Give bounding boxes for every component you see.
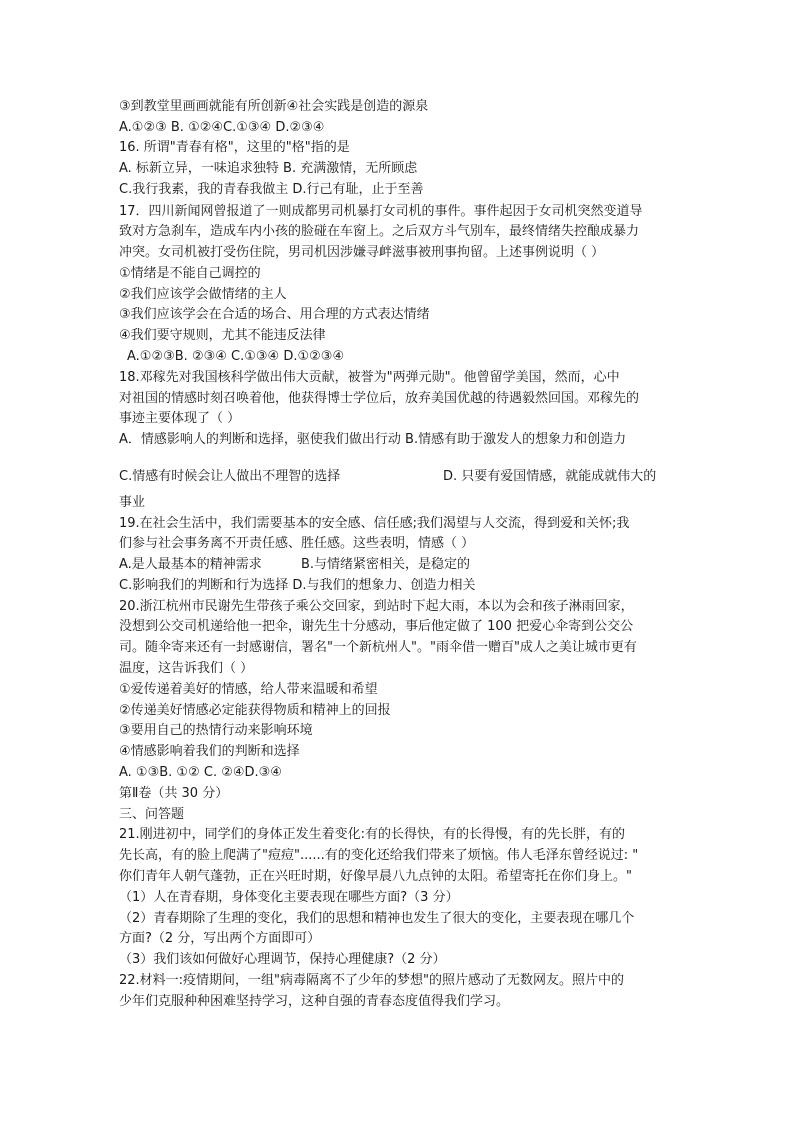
q18-stem-line-2: 对祖国的情感时刻召唤着他，他获得博士学位后，放弃美国优越的待遇毅然回国。邓稼先的 <box>119 391 640 406</box>
q17-stem-line-1: 17．四川新闻网曾报道了一则成都男司机暴打女司机的事件。事件起因于女司机突然变道导 <box>119 204 643 219</box>
q17-stem-line-3: 冲突。女司机被打受伤住院，男司机因涉嫌寻衅滋事被刑事拘留。上述事例说明（ ） <box>119 245 605 260</box>
q19-option-a: A.是人最基本的精神需求 <box>119 557 262 572</box>
q20-stem-line-2: 没想到公交司机递给他一把伞，谢先生十分感动，事后他定做了 100 把爱心伞寄到公交公 <box>119 619 634 634</box>
q19-options-cd: C.影响我们的判断和行为选择 D.与我们的想象力、创造力相关 <box>119 578 476 593</box>
q20-statement-2: ②传递美好情感必定能获得物质和精神上的回报 <box>119 703 391 718</box>
q18-stem-line-3: 事迹主要体现了（ ） <box>119 411 241 426</box>
q17-stem-line-2: 致对方急刹车，造成车内小孩的脸碰在车窗上。之后双方斗气别车，最终情绪失控酿成暴力 <box>119 224 640 239</box>
q17-statement-1: ①情绪是不能自己调控的 <box>119 266 261 281</box>
q19-stem-line-2: 们参与社会事务离不开责任感、胜任感。这些表明，情感（ ） <box>119 536 475 551</box>
q17-statement-3: ③我们应该学会在合适的场合、用合理的方式表达情绪 <box>119 307 430 322</box>
q19-stem-line-1: 19.在社会生活中，我们需要基本的安全感、信任感;我们渴望与人交流，得到爱和关怀;我 <box>119 516 630 531</box>
q17-statement-2: ②我们应该学会做情绪的主人 <box>119 287 287 302</box>
q21-stem-line-3: 你们青年人朝气蓬勃，正在兴旺时期，好像早晨八九点钟的太阳。希望寄托在你们身上。" <box>119 869 632 884</box>
q21-subquestion-1: （1）人在青春期，身体变化主要表现在哪些方面?（3 分） <box>119 890 459 905</box>
q17-answer-choices: A.①②③B. ②③④ C.①③④ D.①②③④ <box>127 349 345 364</box>
q18-options-ab: A．情感影响人的判断和选择，驱使我们做出行动 B.情感有助于激发人的想象力和创造力 <box>119 432 627 447</box>
q20-statement-1: ①爱传递着美好的情感，给人带来温暖和希望 <box>119 682 378 697</box>
q17-statement-4: ④我们要守规则，尤其不能违反法律 <box>119 328 326 343</box>
q21-stem-line-2: 先长高，有的脸上爬满了"痘痘"......有的变化还给我们带来了烦恼。伟人毛泽东曾经说过: " <box>119 848 639 863</box>
q15-option-3-4: ③到教堂里画画就能有所创新④社会实践是创造的源泉 <box>119 99 429 114</box>
q19-option-b: B.与情绪紧密相关，是稳定的 <box>301 557 471 572</box>
q21-subquestion-3: （3）我们该如何做好心理调节，保持心理健康?（2 分） <box>119 952 446 967</box>
q22-material-line-1: 22.材料一:疫情期间，一组"病毒隔离不了少年的梦想"的照片感动了无数网友。照片中的 <box>119 973 625 988</box>
q16-options-cd: C.我行我素，我的青春我做主 D.行己有耻，止于至善 <box>119 182 424 197</box>
q18-option-c: C.情感有时候会让人做出不理智的选择 <box>119 469 341 484</box>
q16-options-ab: A. 标新立异，一味追求独特 B. 充满激情，无所顾虑 <box>119 161 418 176</box>
q21-subquestion-2: （2）青春期除了生理的变化，我们的思想和精神也发生了很大的变化，主要表现在哪几个 <box>119 911 635 926</box>
q18-option-d: D. 只要有爱国情感，就能成就伟大的 <box>443 469 657 484</box>
q20-stem-line-4: 温度，这告诉我们（ ） <box>119 661 254 676</box>
q20-answer-choices: A. ①③B. ①② C. ②④D.③④ <box>119 765 282 780</box>
q21-stem-line-1: 21.刚进初中，同学们的身体正发生着变化:有的长得快，有的长得慢，有的先长胖，有的 <box>119 827 626 842</box>
q21-subquestion-2-cont: 方面?（2 分，写出两个方面即可） <box>119 931 321 946</box>
q22-material-line-2: 少年们克服种种困难坚持学习，这种自强的青春态度值得我们学习。 <box>119 994 510 1009</box>
q20-statement-3: ③要用自己的热情行动来影响环境 <box>119 723 313 738</box>
part-three-heading: 三、问答题 <box>119 807 185 822</box>
q16-stem: 16. 所谓"青春有格"，这里的"格"指的是 <box>119 140 350 155</box>
section-ii-heading: 第Ⅱ卷（共 30 分） <box>119 786 229 801</box>
q18-stem-line-1: 18.邓稼先对我国核科学做出伟大贡献，被誉为"两弹元勋"。他曾留学美国，然而，心中 <box>119 370 620 385</box>
q18-option-d-cont: 事业 <box>119 495 146 510</box>
q15-answer-choices: A.①②③ B. ①②④C.①③④ D.②③④ <box>119 120 325 135</box>
q20-stem-line-1: 20.浙江杭州市民谢先生带孩子乘公交回家，到站时下起大雨，本以为会和孩子淋雨回家， <box>119 599 634 614</box>
q20-statement-4: ④情感影响着我们的判断和选择 <box>119 744 300 759</box>
q20-stem-line-3: 司。随伞寄来还有一封感谢信，署名"一个新杭州人"。"雨伞借一赠百"成人之美让城市更有 <box>119 640 637 655</box>
